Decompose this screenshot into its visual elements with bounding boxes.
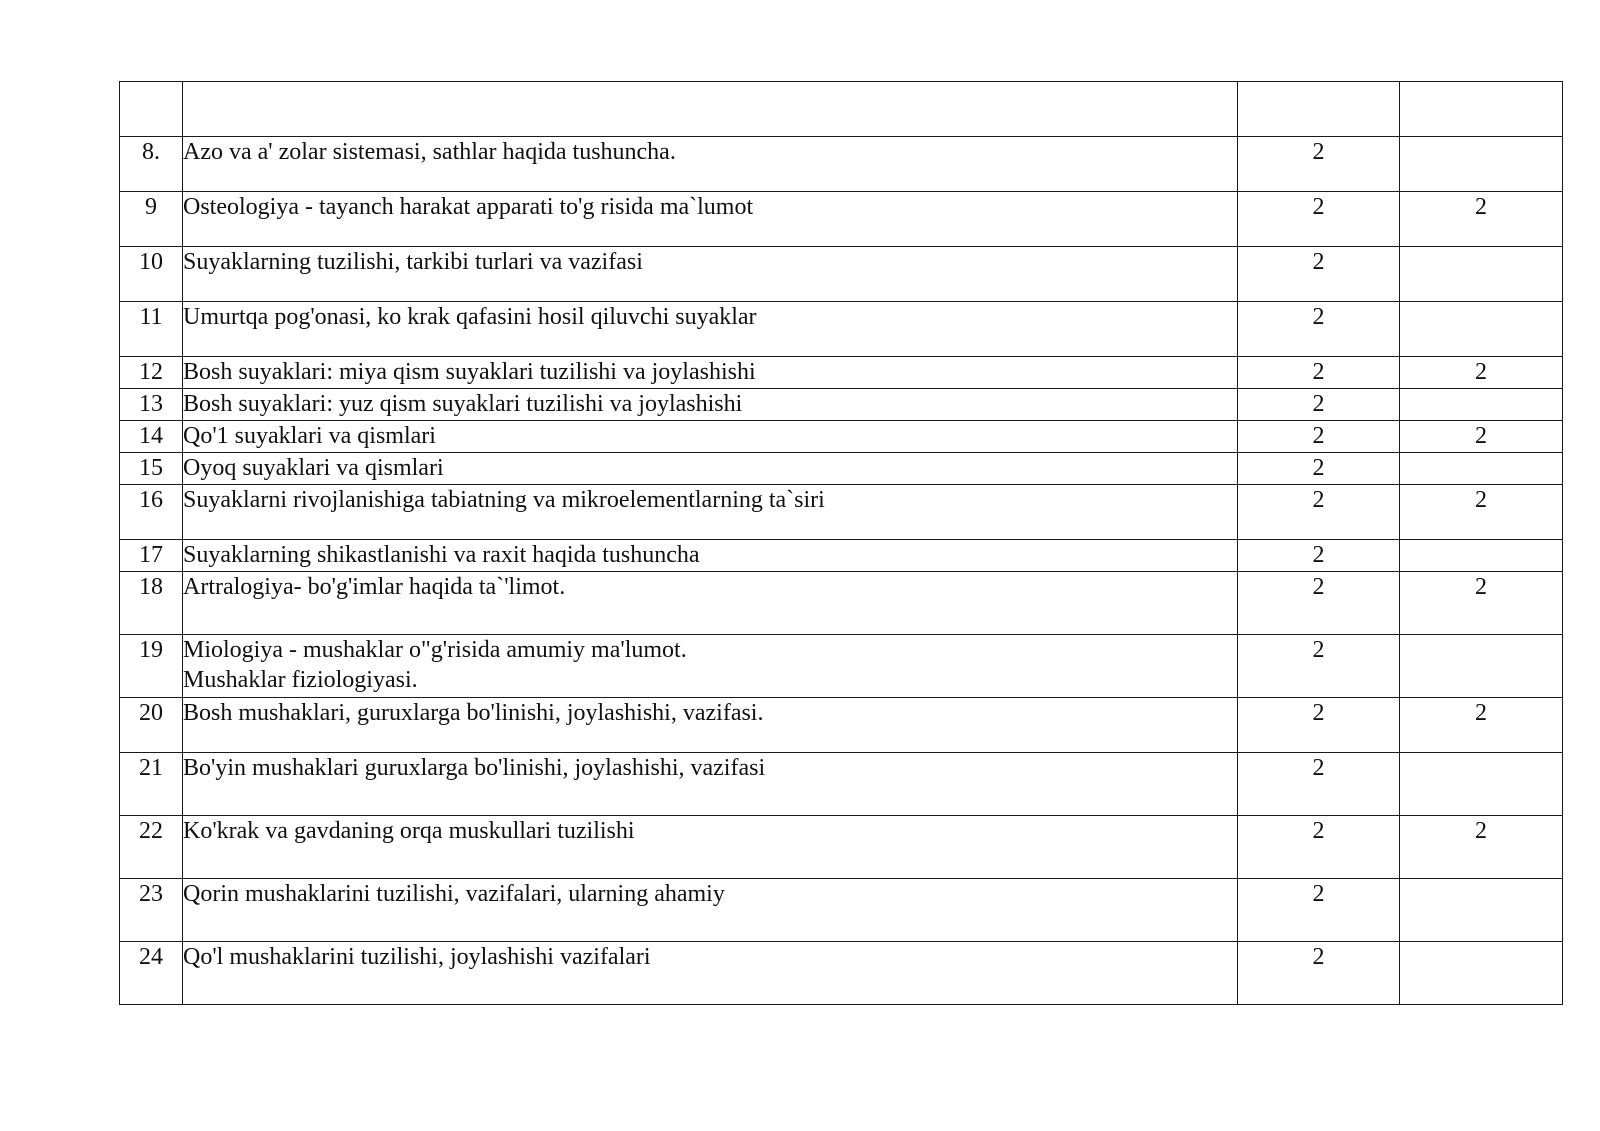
table-row: [120, 485, 1563, 540]
row-extra: 2: [1400, 357, 1563, 389]
row-number: 10: [120, 247, 183, 302]
row-extra: 2: [1400, 698, 1563, 753]
row-extra: [1400, 137, 1563, 192]
row-topic: Azo va a' zolar sistemasi, sathlar haqida tushuncha.: [183, 137, 1238, 192]
row-hours: 2: [1238, 485, 1400, 540]
row-topic: Bosh mushaklari, guruxlarga bo'linishi, joylashishi, vazifasi.: [183, 698, 1238, 753]
row-hours: 2: [1238, 540, 1400, 572]
row-number: 18: [120, 572, 183, 635]
row-hours: 2: [1238, 137, 1400, 192]
row-hours: 2: [1238, 421, 1400, 453]
row-number: 8.: [120, 137, 183, 192]
row-number: 15: [120, 453, 183, 485]
row-extra: [1400, 753, 1563, 816]
row-number: 16: [120, 485, 183, 540]
table-row: [120, 698, 1563, 753]
row-extra: [1400, 302, 1563, 357]
row-hours: 2: [1238, 942, 1400, 1005]
row-extra: [1400, 247, 1563, 302]
table-row: [120, 302, 1563, 357]
table-row: [120, 572, 1563, 635]
row-hours: 2: [1238, 247, 1400, 302]
row-topic: Umurtqa pog'onasi, ko krak qafasini hosil qiluvchi suyaklar: [183, 302, 1238, 357]
row-number: 13: [120, 389, 183, 421]
row-topic: Osteologiya - tayanch harakat apparati to'g risida ma`lumot: [183, 192, 1238, 247]
row-topic: Suyaklarning tuzilishi, tarkibi turlari va vazifasi: [183, 247, 1238, 302]
table-row: [120, 879, 1563, 942]
table-row: [120, 357, 1563, 389]
row-number: 22: [120, 816, 183, 879]
row-hours: 2: [1238, 453, 1400, 485]
row-topic: Qo'1 suyaklari va qismlari: [183, 421, 1238, 453]
table-row: [120, 540, 1563, 572]
row-hours: 2: [1238, 192, 1400, 247]
row-hours: 2: [1238, 753, 1400, 816]
row-number: 23: [120, 879, 183, 942]
row-extra: [1400, 540, 1563, 572]
table-row: [120, 635, 1563, 698]
row-number: 24: [120, 942, 183, 1005]
header-cell-topic: [183, 82, 1238, 137]
row-topic: Bo'yin mushaklari guruxlarga bo'linishi, joylashishi, vazifasi: [183, 753, 1238, 816]
row-topic: Bosh suyaklari: yuz qism suyaklari tuzilishi va joylashishi: [183, 389, 1238, 421]
row-topic-line-2: Mushaklar fiziologiyasi.: [183, 667, 418, 693]
row-number: 14: [120, 421, 183, 453]
row-topic: Suyaklarni rivojlanishiga tabiatning va mikroelementlarning ta`siri: [183, 485, 1238, 540]
table-row: [120, 137, 1563, 192]
row-topic: Suyaklarning shikastlanishi va raxit haqida tushuncha: [183, 540, 1238, 572]
row-extra: 2: [1400, 485, 1563, 540]
row-number: 19: [120, 635, 183, 698]
row-topic: [183, 635, 1238, 698]
row-number: 20: [120, 698, 183, 753]
row-topic: Bosh suyaklari: miya qism suyaklari tuzilishi va joylashishi: [183, 357, 1238, 389]
row-hours: 2: [1238, 879, 1400, 942]
header-cell-number: [120, 82, 183, 137]
row-number: 17: [120, 540, 183, 572]
table-row: [120, 753, 1563, 816]
row-hours: 2: [1238, 816, 1400, 879]
table-row: [120, 247, 1563, 302]
row-number: 9: [120, 192, 183, 247]
table-row: [120, 192, 1563, 247]
curriculum-table: [119, 81, 1563, 1005]
row-extra: [1400, 879, 1563, 942]
row-extra: [1400, 453, 1563, 485]
row-topic-line-1: Miologiya - mushaklar o"g'risida amumiy ma'lumot.: [183, 637, 687, 663]
row-extra: 2: [1400, 816, 1563, 879]
row-extra: [1400, 942, 1563, 1005]
row-topic: Ko'krak va gavdaning orqa muskullari tuzilishi: [183, 816, 1238, 879]
row-extra: 2: [1400, 572, 1563, 635]
row-hours: 2: [1238, 389, 1400, 421]
row-extra: 2: [1400, 192, 1563, 247]
row-number: 11: [120, 302, 183, 357]
row-hours: 2: [1238, 302, 1400, 357]
header-cell-hours: [1238, 82, 1400, 137]
row-hours: 2: [1238, 357, 1400, 389]
row-hours: 2: [1238, 635, 1400, 698]
row-topic: Qorin mushaklarini tuzilishi, vazifalari, ularning ahamiy: [183, 879, 1238, 942]
row-topic: Artralogiya- bo'g'imlar haqida ta`'limot.: [183, 572, 1238, 635]
row-topic: Oyoq suyaklari va qismlari: [183, 453, 1238, 485]
row-number: 21: [120, 753, 183, 816]
header-cell-extra: [1400, 82, 1563, 137]
table-row: [120, 942, 1563, 1005]
table-row: [120, 816, 1563, 879]
row-extra: [1400, 389, 1563, 421]
table-row: [120, 421, 1563, 453]
row-extra: [1400, 635, 1563, 698]
row-topic: Qo'l mushaklarini tuzilishi, joylashishi vazifalari: [183, 942, 1238, 1005]
row-extra: 2: [1400, 421, 1563, 453]
row-number: 12: [120, 357, 183, 389]
row-hours: 2: [1238, 572, 1400, 635]
table-header-row: [120, 82, 1563, 137]
table-row: [120, 453, 1563, 485]
row-hours: 2: [1238, 698, 1400, 753]
table-row: [120, 389, 1563, 421]
